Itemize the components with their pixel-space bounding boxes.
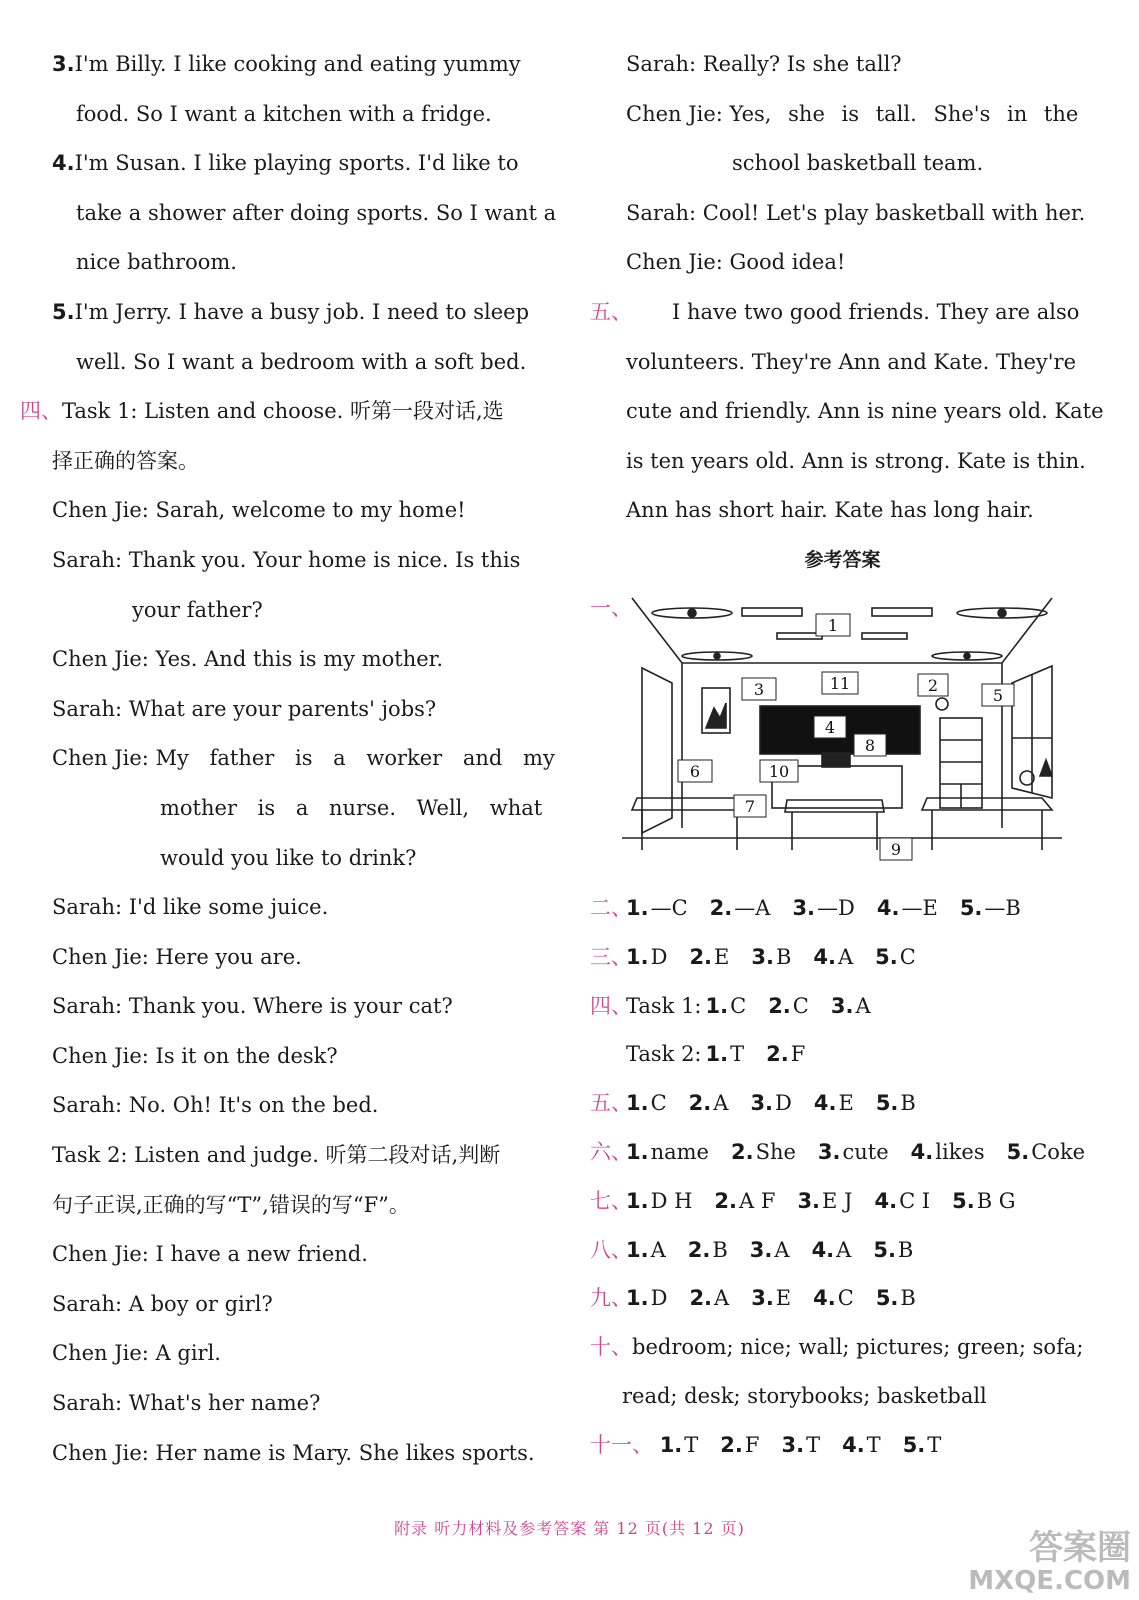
answer-item: 3.cute — [817, 1139, 889, 1164]
dialogue-line: Chen Jie: Yes, she is tall. She's in the — [626, 101, 1079, 126]
page-footer: 附录 听力材料及参考答案 第 12 页(共 12 页) — [394, 1519, 745, 1538]
dialogue-line: Sarah: What's her name? — [52, 1391, 321, 1416]
answer-item: 3.E J — [797, 1188, 853, 1213]
clock-icon — [936, 698, 948, 710]
dialogue-line: Sarah: Thank you. Your home is nice. Is this — [52, 547, 521, 572]
text-line: 择正确的答案。 — [52, 448, 199, 473]
dialogue-line: Chen Jie: A girl. — [52, 1341, 221, 1366]
answer-item: 5.B — [873, 1237, 914, 1262]
fan-icon — [682, 652, 752, 660]
answer-row-eleven: 十一、 1.T 2.F 3.T 4.T 5.T — [590, 1432, 942, 1457]
text-line: well. So I want a bedroom with a soft bed. — [76, 349, 527, 374]
svg-text:4: 4 — [824, 717, 836, 737]
door — [642, 668, 672, 833]
text-line: Ann has short hair. Kate has long hair. — [626, 498, 1034, 523]
classroom-picture-row — [590, 584, 1095, 884]
answer-row: 四、Task 1: 1.C 2.C 3.A — [590, 993, 871, 1018]
answer-item: 4.A — [811, 1237, 852, 1262]
dialogue-line: Chen Jie: My father is a worker and my — [52, 746, 555, 771]
text-line: nice bathroom. — [76, 250, 237, 275]
label-box-9 — [880, 838, 912, 860]
label-box-11 — [822, 672, 858, 694]
answer-row: 六、1.name 2.She 3.cute 4.likes 5.Coke — [590, 1139, 1086, 1164]
answer-item: 4.—E — [876, 895, 938, 920]
answer-row-ten: 十、bedroom; nice; wall; pictures; green; sofa; — [590, 1335, 1084, 1360]
label-box-5 — [982, 684, 1014, 706]
answer-item: 3.A — [830, 993, 871, 1018]
answer-row: 九、1.D 2.A 3.E 4.C 5.B — [590, 1286, 916, 1311]
text-line: volunteers. They're Ann and Kate. They're — [626, 349, 1077, 374]
answer-item: 3.T — [781, 1432, 821, 1457]
answer-item: 2.E — [689, 944, 730, 969]
text-line: 4.I'm Susan. I like playing sports. I'd like to — [52, 151, 519, 176]
text-line: is ten years old. Ann is strong. Kate is thin. — [626, 448, 1086, 473]
plant-icon — [1040, 760, 1052, 776]
dialogue-line: Chen Jie: Here you are. — [52, 944, 302, 969]
answer-item: 5.B G — [952, 1188, 1016, 1213]
answer-item: 1.—C — [626, 895, 688, 920]
dialogue-line: Chen Jie: Is it on the desk? — [52, 1043, 338, 1068]
dialogue-line: Sarah: Thank you. Where is your cat? — [52, 994, 453, 1019]
student-desk — [632, 798, 747, 810]
text-line: Task 2: Listen and judge. 听第二段对话,判断 — [52, 1143, 501, 1168]
answer-item: 5.Coke — [1006, 1139, 1086, 1164]
watermark: 答案圈 MXQE.COM — [968, 1528, 1131, 1596]
answer-item: 2.A — [689, 1286, 730, 1311]
label-box-10 — [760, 760, 798, 782]
answer-item: 1.name — [626, 1139, 709, 1164]
svg-text:9: 9 — [890, 839, 902, 859]
answer-list — [590, 884, 1095, 1323]
answer-item: 2.C — [768, 993, 809, 1018]
answer-item: 1.C — [705, 993, 747, 1018]
answer-item: 5.—B — [959, 895, 1021, 920]
label-box-7 — [734, 795, 766, 817]
answer-item: 2.A F — [714, 1188, 776, 1213]
section-heading: 五、 I have two good friends. They are also — [590, 299, 1080, 324]
label-box-6 — [678, 760, 712, 782]
text-line: 句子正误,正确的写“T”,错误的写“F”。 — [52, 1192, 410, 1217]
dialogue-line: Sarah: Cool! Let's play basketball with her. — [626, 200, 1086, 225]
dialogue-line: Chen Jie: Sarah, welcome to my home! — [52, 498, 466, 523]
text-line: cute and friendly. Ann is nine years old. Kate — [626, 399, 1104, 424]
answer-item: 1.D — [626, 944, 668, 969]
answer-item: 2.F — [766, 1042, 806, 1067]
svg-text:8: 8 — [864, 735, 876, 755]
answer-row: 二、1.—C 2.—A 3.—D 4.—E 5.—B — [590, 895, 1021, 920]
answer-item: 2.—A — [709, 895, 771, 920]
answer-item: 2.A — [688, 1091, 729, 1116]
svg-text:1: 1 — [827, 615, 839, 635]
answer-row: 五、1.C 2.A 3.D 4.E 5.B — [590, 1091, 916, 1116]
answer-item: 4.C I — [874, 1188, 931, 1213]
dialogue-line: Sarah: No. Oh! It's on the bed. — [52, 1093, 379, 1118]
right-column — [590, 40, 1104, 1470]
answer-title: 参考答案 — [804, 548, 881, 571]
answer-item: 1.T — [705, 1042, 745, 1067]
answer-item: 3.D — [750, 1091, 792, 1116]
svg-text:7: 7 — [744, 796, 756, 816]
dialogue-line: would you like to drink? — [160, 845, 417, 870]
label-box-2 — [918, 674, 948, 696]
answer-item: 3.B — [751, 944, 792, 969]
fan-icon — [652, 608, 732, 618]
dialogue-line: Sarah: What are your parents' jobs? — [52, 696, 437, 721]
computer-icon — [822, 753, 850, 767]
text-line: take a shower after doing sports. So I want a — [76, 200, 557, 225]
answer-item: 5.B — [875, 1091, 916, 1116]
answer-item: 4.E — [813, 1091, 854, 1116]
answer-item: 1.T — [659, 1432, 699, 1457]
label-box-3 — [742, 678, 776, 700]
dialogue-line: Sarah: Really? Is she tall? — [626, 52, 902, 76]
label-box-8 — [854, 734, 886, 756]
answer-item: 2.B — [687, 1237, 728, 1262]
fan-icon — [957, 608, 1047, 618]
answer-item: 4.C — [813, 1286, 854, 1311]
section-heading: 四、Task 1: Listen and choose. 听第一段对话,选 — [20, 399, 504, 424]
dialogue-line: mother is a nurse. Well, what — [160, 795, 543, 820]
ceiling-light — [742, 608, 802, 616]
ceiling-light — [872, 608, 932, 616]
answer-item: 5.T — [902, 1432, 942, 1457]
answer-item: 4.likes — [910, 1139, 985, 1164]
dialogue-line: Chen Jie: I have a new friend. — [52, 1242, 368, 1267]
answer-row: Task 2: 1.T 2.F — [626, 1042, 806, 1067]
answer-item: 1.C — [626, 1091, 667, 1116]
dialogue-line: Sarah: I'd like some juice. — [52, 895, 329, 920]
svg-text:2: 2 — [927, 675, 939, 695]
classroom-illustration — [622, 588, 1062, 876]
answer-item: 2.She — [730, 1139, 796, 1164]
svg-text:10: 10 — [768, 761, 790, 781]
svg-text:6: 6 — [689, 761, 701, 781]
dialogue-line: school basketball team. — [732, 151, 984, 176]
answer-item: 3.A — [749, 1237, 790, 1262]
dialogue-line: Sarah: A boy or girl? — [52, 1291, 273, 1316]
fan-icon — [932, 652, 1002, 660]
dialogue-line: Chen Jie: Good idea! — [626, 250, 846, 275]
answer-item: 4.T — [842, 1432, 881, 1457]
label-box-1 — [816, 614, 850, 636]
svg-text:5: 5 — [992, 685, 1004, 705]
answer-item: 5.C — [875, 944, 916, 969]
ceiling-light — [862, 633, 907, 639]
label-box-4 — [814, 716, 846, 738]
answer-item: 4.A — [813, 944, 854, 969]
ceiling-light — [777, 633, 822, 639]
answer-item: 1.A — [626, 1237, 666, 1262]
text-line: food. So I want a kitchen with a fridge. — [76, 101, 492, 126]
dialogue-line: Chen Jie: Her name is Mary. She likes sports. — [52, 1440, 535, 1465]
answer-item: 3.—D — [792, 895, 855, 920]
answer-row: 三、1.D 2.E 3.B 4.A 5.C — [590, 944, 916, 969]
answer-item: 1.D — [626, 1286, 668, 1311]
answer-item: 5.B — [875, 1286, 916, 1311]
answer-row: 七、1.D H 2.A F 3.E J 4.C I 5.B G — [590, 1188, 1016, 1213]
answer-item: 2.F — [720, 1432, 760, 1457]
answer-item: 1.D H — [626, 1188, 693, 1213]
answer-item: 3.E — [751, 1286, 792, 1311]
text-line: 3.I'm Billy. I like cooking and eating yummy — [52, 52, 521, 76]
student-desk — [785, 800, 884, 812]
section-mark: 一、 — [590, 595, 632, 620]
answer-row-ten-cont: read; desk; storybooks; basketball — [622, 1383, 987, 1408]
text-line: 5.I'm Jerry. I have a busy job. I need to sleep — [52, 299, 530, 324]
dialogue-line: your father? — [132, 597, 263, 622]
dialogue-line: Chen Jie: Yes. And this is my mother. — [52, 647, 444, 672]
left-column — [20, 40, 557, 1478]
svg-text:3: 3 — [753, 679, 765, 699]
answer-row: 八、1.A 2.B 3.A 4.A 5.B — [590, 1237, 914, 1262]
svg-text:11: 11 — [829, 673, 851, 693]
